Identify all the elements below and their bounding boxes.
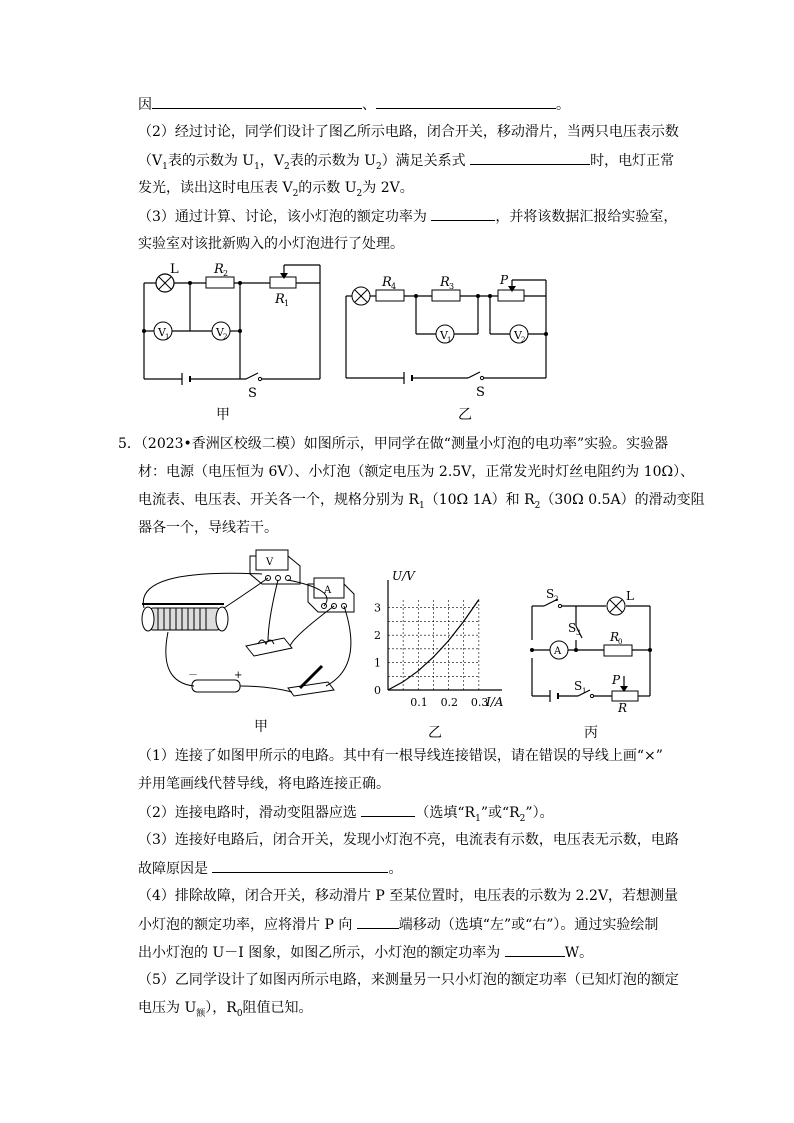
q4-line0 (138, 94, 570, 115)
junction-dot (414, 294, 418, 298)
label-v1-sub: 1 (447, 336, 452, 344)
label-s2: S (546, 587, 555, 601)
junction-dot (648, 648, 652, 652)
q5-p1-b: 并用笔画线代替导线，将电路连接正确。 (138, 776, 390, 792)
label-v2-sub: 2 (223, 333, 228, 341)
answer-blank[interactable] (376, 94, 556, 109)
battery-minus: － (188, 670, 198, 681)
label-v1-sub: 1 (165, 333, 170, 341)
junction-dot (476, 294, 480, 298)
sub: 2 (292, 188, 299, 199)
label-s3-sub: 3 (576, 629, 581, 637)
q4-p2-c (138, 178, 414, 204)
label-v2: V (514, 329, 522, 342)
x-tick-label: 0.2 (440, 696, 459, 709)
x-tick-label: 0.3 (470, 696, 489, 709)
x-tick-label: 0.1 (410, 696, 428, 709)
junction-dot (188, 281, 192, 285)
text: 表的示数为 U (289, 153, 376, 169)
q5-p4-a: （4）排除故障，闭合开关，移动滑片 P 至某位置时，电压表的示数为 2.2V，若想测量 (138, 888, 679, 904)
label-a: A (554, 646, 562, 657)
q4-p2-a: （2）经过讨论，同学们设计了图乙所示电路，闭合开关，移动滑片，当两只电压表示数 (138, 124, 679, 140)
q5-p3-b (138, 858, 402, 879)
label-s1: S (574, 679, 583, 693)
text: 小灯泡的额定功率，应将滑片 P 向 (138, 917, 353, 933)
switch-blade (246, 373, 258, 379)
wire (143, 573, 262, 608)
y-axis-label: U/V (392, 569, 415, 583)
text: 。 (388, 861, 403, 877)
y-tick-label: 0 (374, 684, 381, 697)
caption-bing: 丙 (584, 725, 598, 741)
junction-dot (488, 294, 492, 298)
sub: 1 (419, 500, 425, 511)
q5-intro-a: 5．（2023•香洲区校级二模）如图所示，甲同学在做“测量小灯泡的电功率”实验。实验器 (118, 436, 669, 452)
sub: 0 (236, 1008, 243, 1019)
text: 的示数 U (298, 180, 357, 196)
switch-contact (258, 377, 261, 380)
label-r4: R (382, 275, 392, 290)
terminal (276, 576, 281, 581)
text: （10Ω 1A）和 R (424, 492, 535, 508)
answer-blank[interactable] (431, 206, 495, 221)
label-s: S (476, 385, 485, 400)
junction-dot (530, 648, 534, 652)
text: ），R (205, 1000, 237, 1016)
answer-blank[interactable] (212, 858, 388, 873)
q5-intro-b: 材：电源（电压恒为 6V）、小灯泡（额定电压为 2.5V，正常发光时灯丝电阻约为 10Ω）、 (138, 464, 695, 480)
label-r0: R (610, 630, 620, 644)
label-r2: R (214, 262, 224, 277)
text: ，并将该数据汇报给实验室， (495, 209, 678, 225)
label-s1-sub: 1 (582, 687, 587, 695)
junction-dot (544, 332, 548, 336)
caption-yi: 乙 (458, 407, 472, 423)
q5-p5-a: （5）乙同学设计了如图丙所示电路，来测量另一只小灯泡的额定功率（已知灯泡的额定 (138, 972, 679, 988)
wire (326, 606, 351, 686)
label-v2: V (216, 326, 224, 339)
text: 电流表、电压表、开关各一个，规格分别为 R (138, 492, 419, 508)
terminal (286, 576, 291, 581)
answer-blank[interactable] (152, 94, 362, 109)
text: 故障原因是 (138, 861, 208, 877)
rheostat-end (216, 607, 228, 631)
label-r3-sub: 3 (449, 282, 455, 291)
label-r2-sub: 2 (223, 269, 229, 278)
junction-dot (142, 329, 146, 333)
q5-intro-c (138, 490, 705, 516)
circuit-bing-diagram (520, 588, 660, 716)
sub: 1 (254, 161, 260, 172)
resistor-r3 (432, 290, 460, 301)
junction-dot (238, 329, 242, 333)
caption-jia-5: 甲 (254, 719, 268, 735)
text: （选填“R (415, 805, 476, 821)
q4-p3-a (138, 206, 677, 227)
label-s2-sub: 2 (554, 595, 559, 603)
label-s: S (248, 386, 257, 401)
text: ）满足关系式 (381, 153, 466, 169)
text: （3）通过计算、讨论，该小灯泡的额定功率为 (138, 209, 427, 225)
label-r3: R (440, 275, 450, 290)
text: 时，电灯正常 (590, 153, 675, 169)
text: ”或“R (480, 805, 520, 821)
label-r1: R (275, 292, 285, 307)
text: ”）。 (525, 805, 554, 821)
label-l: L (626, 589, 634, 603)
sub: 1 (475, 813, 481, 824)
text: （2）连接电路时，滑动变阻器应选 (138, 805, 357, 821)
switch-contact (558, 604, 561, 607)
junction-dot (238, 281, 242, 285)
label-r0-sub: 0 (618, 638, 623, 646)
answer-blank[interactable] (357, 914, 399, 929)
x-axis-label: I/A (486, 695, 504, 709)
battery-plus: + (234, 670, 243, 681)
text: 为 2V。 (362, 180, 414, 196)
rheostat-coil (150, 608, 220, 630)
y-tick-label: 1 (374, 656, 381, 670)
q4-p2-b (138, 150, 674, 177)
ui-graph (366, 569, 506, 714)
grid (388, 599, 479, 690)
text: （V (138, 153, 163, 169)
caption-yi-5: 乙 (428, 725, 442, 741)
text: 阻值已知。 (242, 1000, 313, 1016)
voltmeter-v-icon: V (266, 557, 274, 568)
label-r1-sub: 1 (284, 299, 290, 308)
resistor-r0 (604, 645, 632, 656)
text: 、 (362, 97, 376, 113)
wire (224, 578, 268, 608)
text: ，V (259, 153, 284, 169)
rheostat-r1 (270, 277, 296, 288)
q5-p5-b (138, 998, 313, 1024)
text: W。 (564, 945, 594, 961)
circuit-yi-diagram (340, 270, 560, 400)
text: 出小灯泡的 U－I 图象，如图乙所示，小灯泡的额定功率为 (138, 945, 501, 961)
q5-p3-a: （3）连接好电路后，闭合开关，发现小灯泡不亮，电流表有示数，电压表无示数，电路 (138, 832, 679, 848)
sub: 2 (356, 188, 363, 199)
text: 因 (138, 97, 152, 113)
wire (268, 580, 278, 642)
sub: 1 (162, 161, 168, 172)
circuit-jia-diagram (130, 255, 330, 401)
switch-base (288, 682, 334, 696)
q5-p4-b (138, 914, 658, 935)
label-v1: V (440, 329, 448, 342)
label-v2-sub: 2 (521, 336, 526, 344)
answer-blank[interactable] (505, 942, 565, 957)
switch-contact (590, 694, 593, 697)
rheostat (498, 290, 524, 301)
label-p: P (500, 273, 509, 287)
text: 发光，读出这时电压表 V (138, 180, 293, 196)
y-tick-label: 3 (374, 601, 381, 615)
answer-blank[interactable] (470, 150, 590, 165)
caption-jia: 甲 (216, 407, 230, 423)
resistor-r4 (376, 290, 404, 301)
sub: 2 (283, 161, 290, 172)
label-p: P (612, 673, 621, 687)
battery (192, 680, 240, 692)
q4-p3-b: 实验室对该批新购入的小灯泡进行了处理。 (138, 236, 404, 252)
label-l: L (170, 262, 179, 277)
label-r4-sub: 4 (391, 282, 397, 291)
wire (240, 686, 292, 692)
rheostat-end (142, 607, 154, 631)
q5-p4-c (138, 942, 593, 963)
ammeter-a-icon: A (324, 585, 332, 596)
label-s3: S (568, 621, 577, 635)
sub: 额 (196, 1008, 206, 1019)
rheostat-r (612, 691, 638, 701)
text: （30Ω 0.5A）的滑动变阻 (540, 492, 705, 508)
junction-dot (574, 648, 578, 652)
label-v1: V (158, 326, 166, 339)
switch-blade (468, 372, 480, 378)
text: 端移动（选填“左”或“右”）。通过实验绘制 (398, 917, 659, 933)
sub: 2 (519, 813, 526, 824)
switch-contact (480, 376, 483, 379)
q5-intro-d: 器各一个，导线若干。 (138, 520, 278, 536)
answer-blank[interactable] (361, 802, 415, 817)
sub: 2 (375, 161, 382, 172)
apparatus-jia-drawing (138, 548, 358, 718)
text: 电压为 U (138, 1000, 197, 1016)
q5-p2 (138, 802, 554, 829)
sub: 2 (534, 500, 541, 511)
q5-p1-a: （1）连接了如图甲所示的电路。其中有一根导线连接错误，请在错误的导线上画“×” (138, 748, 663, 764)
y-tick-label: 2 (374, 629, 381, 643)
label-r: R (618, 701, 628, 715)
text: 表的示数为 U (167, 153, 255, 169)
text: 。 (556, 97, 570, 113)
resistor-r2 (206, 277, 234, 288)
